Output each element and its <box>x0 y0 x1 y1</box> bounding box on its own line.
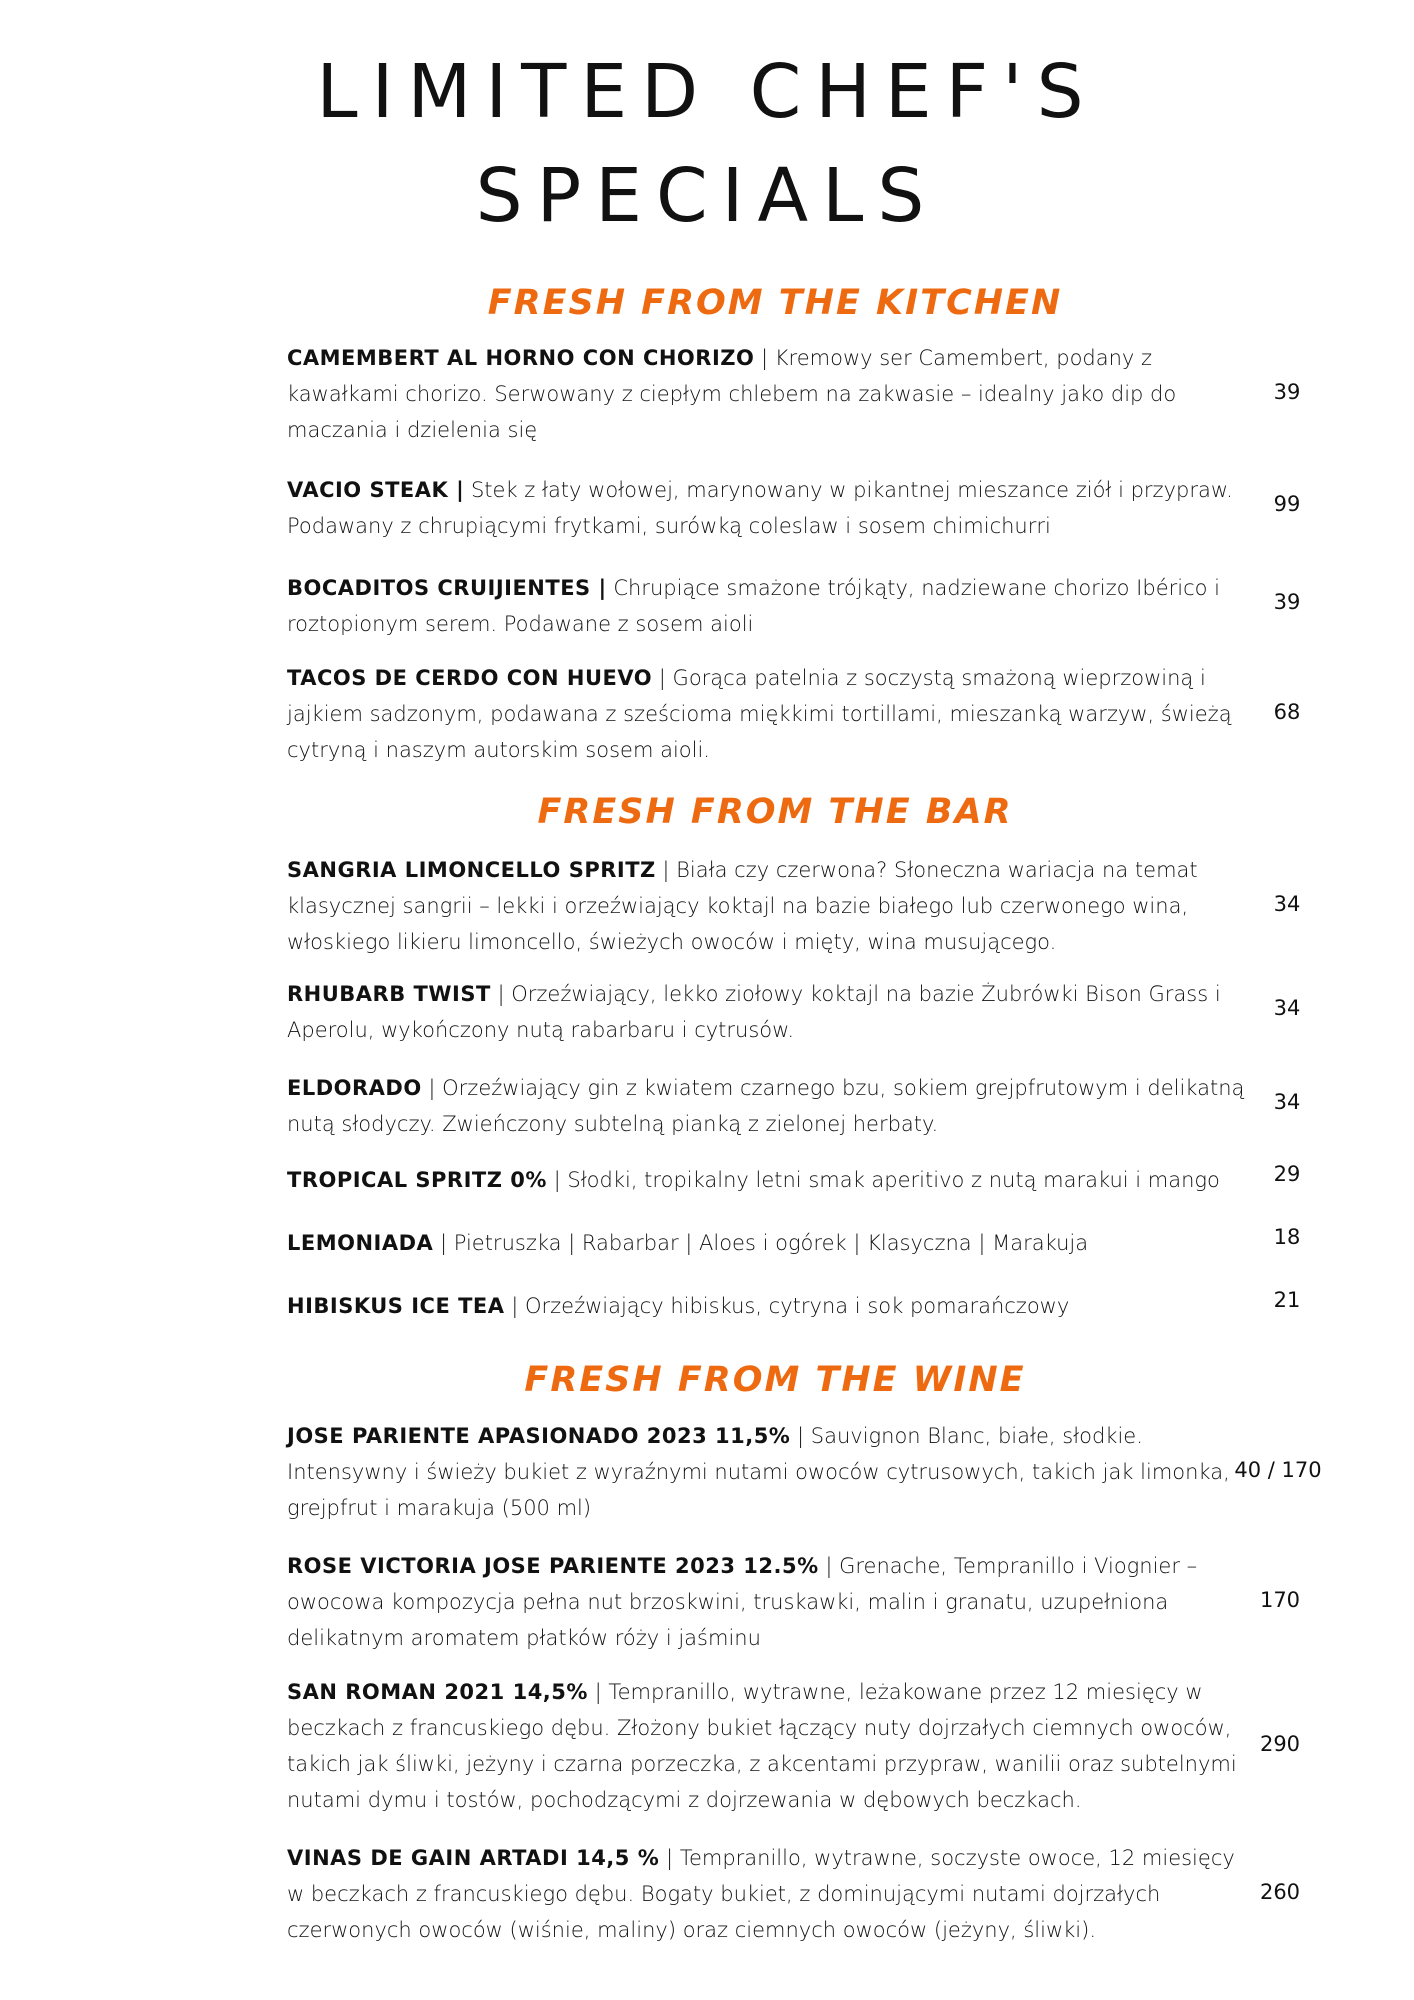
menu-item-description: | Biała czy czerwona? Słoneczna wariacja na temat klasycznej sangrii – lekki i orzeźwiający koktajl na bazie białego lub czerwonego wina, włoskiego likieru limoncello, świeżych owoców i mięty, wina musującego. <box>287 858 1198 954</box>
menu-item-price: 29 <box>1273 1162 1301 1186</box>
menu-item-name: BOCADITOS CRUIJIENTES | <box>287 576 607 600</box>
menu-item-price: 68 <box>1273 700 1301 724</box>
menu-item-description: | Tempranillo, wytrawne, leżakowane przez 12 miesięcy w beczkach z francuskiego dębu. Złożony bukiet łączący nuty dojrzałych ciemnych owoców, takich jak śliwki, jeżyny i czarna porzeczka, z akcentami przypraw, wanilii oraz subtelnymi nutami dymu i tostów, pochodzącymi z dojrzewania w dębowych beczkach. <box>287 1680 1237 1812</box>
menu-item-price: 39 <box>1273 590 1301 614</box>
menu-item-description: | Kremowy ser Camembert, podany z kawałkami chorizo. Serwowany z ciepłym chlebem na zakwasie – idealny jako dip do maczania i dzielenia się <box>287 346 1177 442</box>
menu-item-description: | Tempranillo, wytrawne, soczyste owoce, 12 miesięcy w beczkach z francuskiego dębu. Bogaty bukiet, z dominującymi nutami dojrzałych czerwonych owoców (wiśnie, maliny) oraz ciemnych owoców (jeżyny, śliwki). <box>287 1846 1235 1942</box>
menu-item-name: VACIO STEAK | <box>287 478 465 502</box>
menu-item-price: 34 <box>1273 1090 1301 1114</box>
menu-item-price: 170 <box>1259 1588 1301 1612</box>
menu-item-description: | Pietruszka | Rabarbar | Aloes i ogórek | Klasyczna | Marakuja <box>433 1231 1089 1255</box>
menu-item-price: 39 <box>1273 380 1301 404</box>
menu-item-description: | Orzeźwiający, lekko ziołowy koktajl na bazie Żubrówki Bison Grass i Aperolu, wykończony nutą rabarbaru i cytrusów. <box>287 982 1221 1042</box>
menu-item-name: ROSE VICTORIA JOSE PARIENTE 2023 12.5% <box>287 1554 819 1578</box>
menu-item <box>287 1070 1247 1142</box>
menu-item-name: SAN ROMAN 2021 14,5% <box>287 1680 588 1704</box>
menu-item <box>287 472 1247 544</box>
menu-item-description: | Sauvignon Blanc, białe, słodkie. Intensywny i świeży bukiet z wyraźnymi nutami owoców cytrusowych, takich jak limonka, grejpfrut i marakuja (500 ml) <box>287 1424 1230 1520</box>
menu-item-price: 260 <box>1259 1880 1301 1904</box>
menu-item-name: TACOS DE CERDO CON HUEVO <box>287 666 653 690</box>
menu-item <box>287 1674 1247 1818</box>
menu-item-name: HIBISKUS ICE TEA <box>287 1294 505 1318</box>
menu-item-price: 18 <box>1273 1225 1301 1249</box>
menu-item <box>287 660 1247 768</box>
menu-item-price: 34 <box>1273 892 1301 916</box>
menu-item-name: LEMONIADA <box>287 1231 434 1255</box>
section-heading-wine: FRESH FROM THE WINE <box>524 1360 1026 1400</box>
menu-item <box>287 1548 1247 1656</box>
menu-item-name: TROPICAL SPRITZ 0% <box>287 1168 547 1192</box>
section-heading-bar: FRESH FROM THE BAR <box>537 792 1013 832</box>
menu-item-name: CAMEMBERT AL HORNO CON CHORIZO <box>287 346 755 370</box>
menu-item-description: | Orzeźwiający hibiskus, cytryna i sok pomarańczowy <box>504 1294 1070 1318</box>
page-title-line-2: SPECIALS <box>475 153 939 239</box>
menu-item-name: SANGRIA LIMONCELLO SPRITZ <box>287 858 656 882</box>
menu-item <box>287 1225 1247 1261</box>
menu-item <box>287 1418 1247 1526</box>
menu-item-description: | Grenache, Tempranillo i Viognier – owocowa kompozycja pełna nut brzoskwini, truskawki, malin i granatu, uzupełniona delikatnym aromatem płatków róży i jaśminu <box>287 1554 1198 1650</box>
page-title <box>0 40 1414 248</box>
menu-item-description: Stek z łaty wołowej, marynowany w pikantnej mieszance ziół i przypraw. Podawany z chrupiącymi frytkami, surówką coleslaw i sosem chimichurri <box>287 478 1233 538</box>
menu-item-description: Chrupiące smażone trójkąty, nadziewane chorizo Ibérico i roztopionym serem. Podawane z sosem aioli <box>287 576 1220 636</box>
menu-item-description: | Gorąca patelnia z soczystą smażoną wieprzowiną i jajkiem sadzonym, podawana z sześcioma miękkimi tortillami, mieszanką warzyw, świeżą cytryną i naszym autorskim sosem aioli. <box>287 666 1232 762</box>
menu-item-name: JOSE PARIENTE APASIONADO 2023 11,5% <box>287 1424 791 1448</box>
menu-item-price: 21 <box>1273 1288 1301 1312</box>
menu-item-description: | Orzeźwiający gin z kwiatem czarnego bzu, sokiem grejpfrutowym i delikatną nutą słodyczy. Zwieńczony subtelną pianką z zielonej herbaty. <box>287 1076 1245 1136</box>
menu-item-price: 290 <box>1259 1732 1301 1756</box>
menu-item-name: RHUBARB TWIST <box>287 982 491 1006</box>
menu-item-name: ELDORADO <box>287 1076 422 1100</box>
menu-item <box>287 570 1247 642</box>
menu-item <box>287 1288 1247 1324</box>
page-title-line-1: LIMITED CHEF'S <box>316 49 1098 135</box>
menu-item-price: 34 <box>1273 996 1301 1020</box>
menu-item <box>287 1840 1247 1948</box>
menu-item-price: 99 <box>1273 492 1301 516</box>
menu-item-description: | Słodki, tropikalny letni smak aperitivo z nutą marakui i mango <box>546 1168 1220 1192</box>
menu-item <box>287 340 1247 448</box>
menu-item <box>287 976 1247 1048</box>
menu-item <box>287 1162 1247 1198</box>
menu-item <box>287 852 1247 960</box>
section-heading-kitchen: FRESH FROM THE KITCHEN <box>487 283 1063 323</box>
menu-item-price: 40 / 170 <box>1234 1458 1322 1482</box>
menu-item-name: VINAS DE GAIN ARTADI 14,5 % <box>287 1846 660 1870</box>
